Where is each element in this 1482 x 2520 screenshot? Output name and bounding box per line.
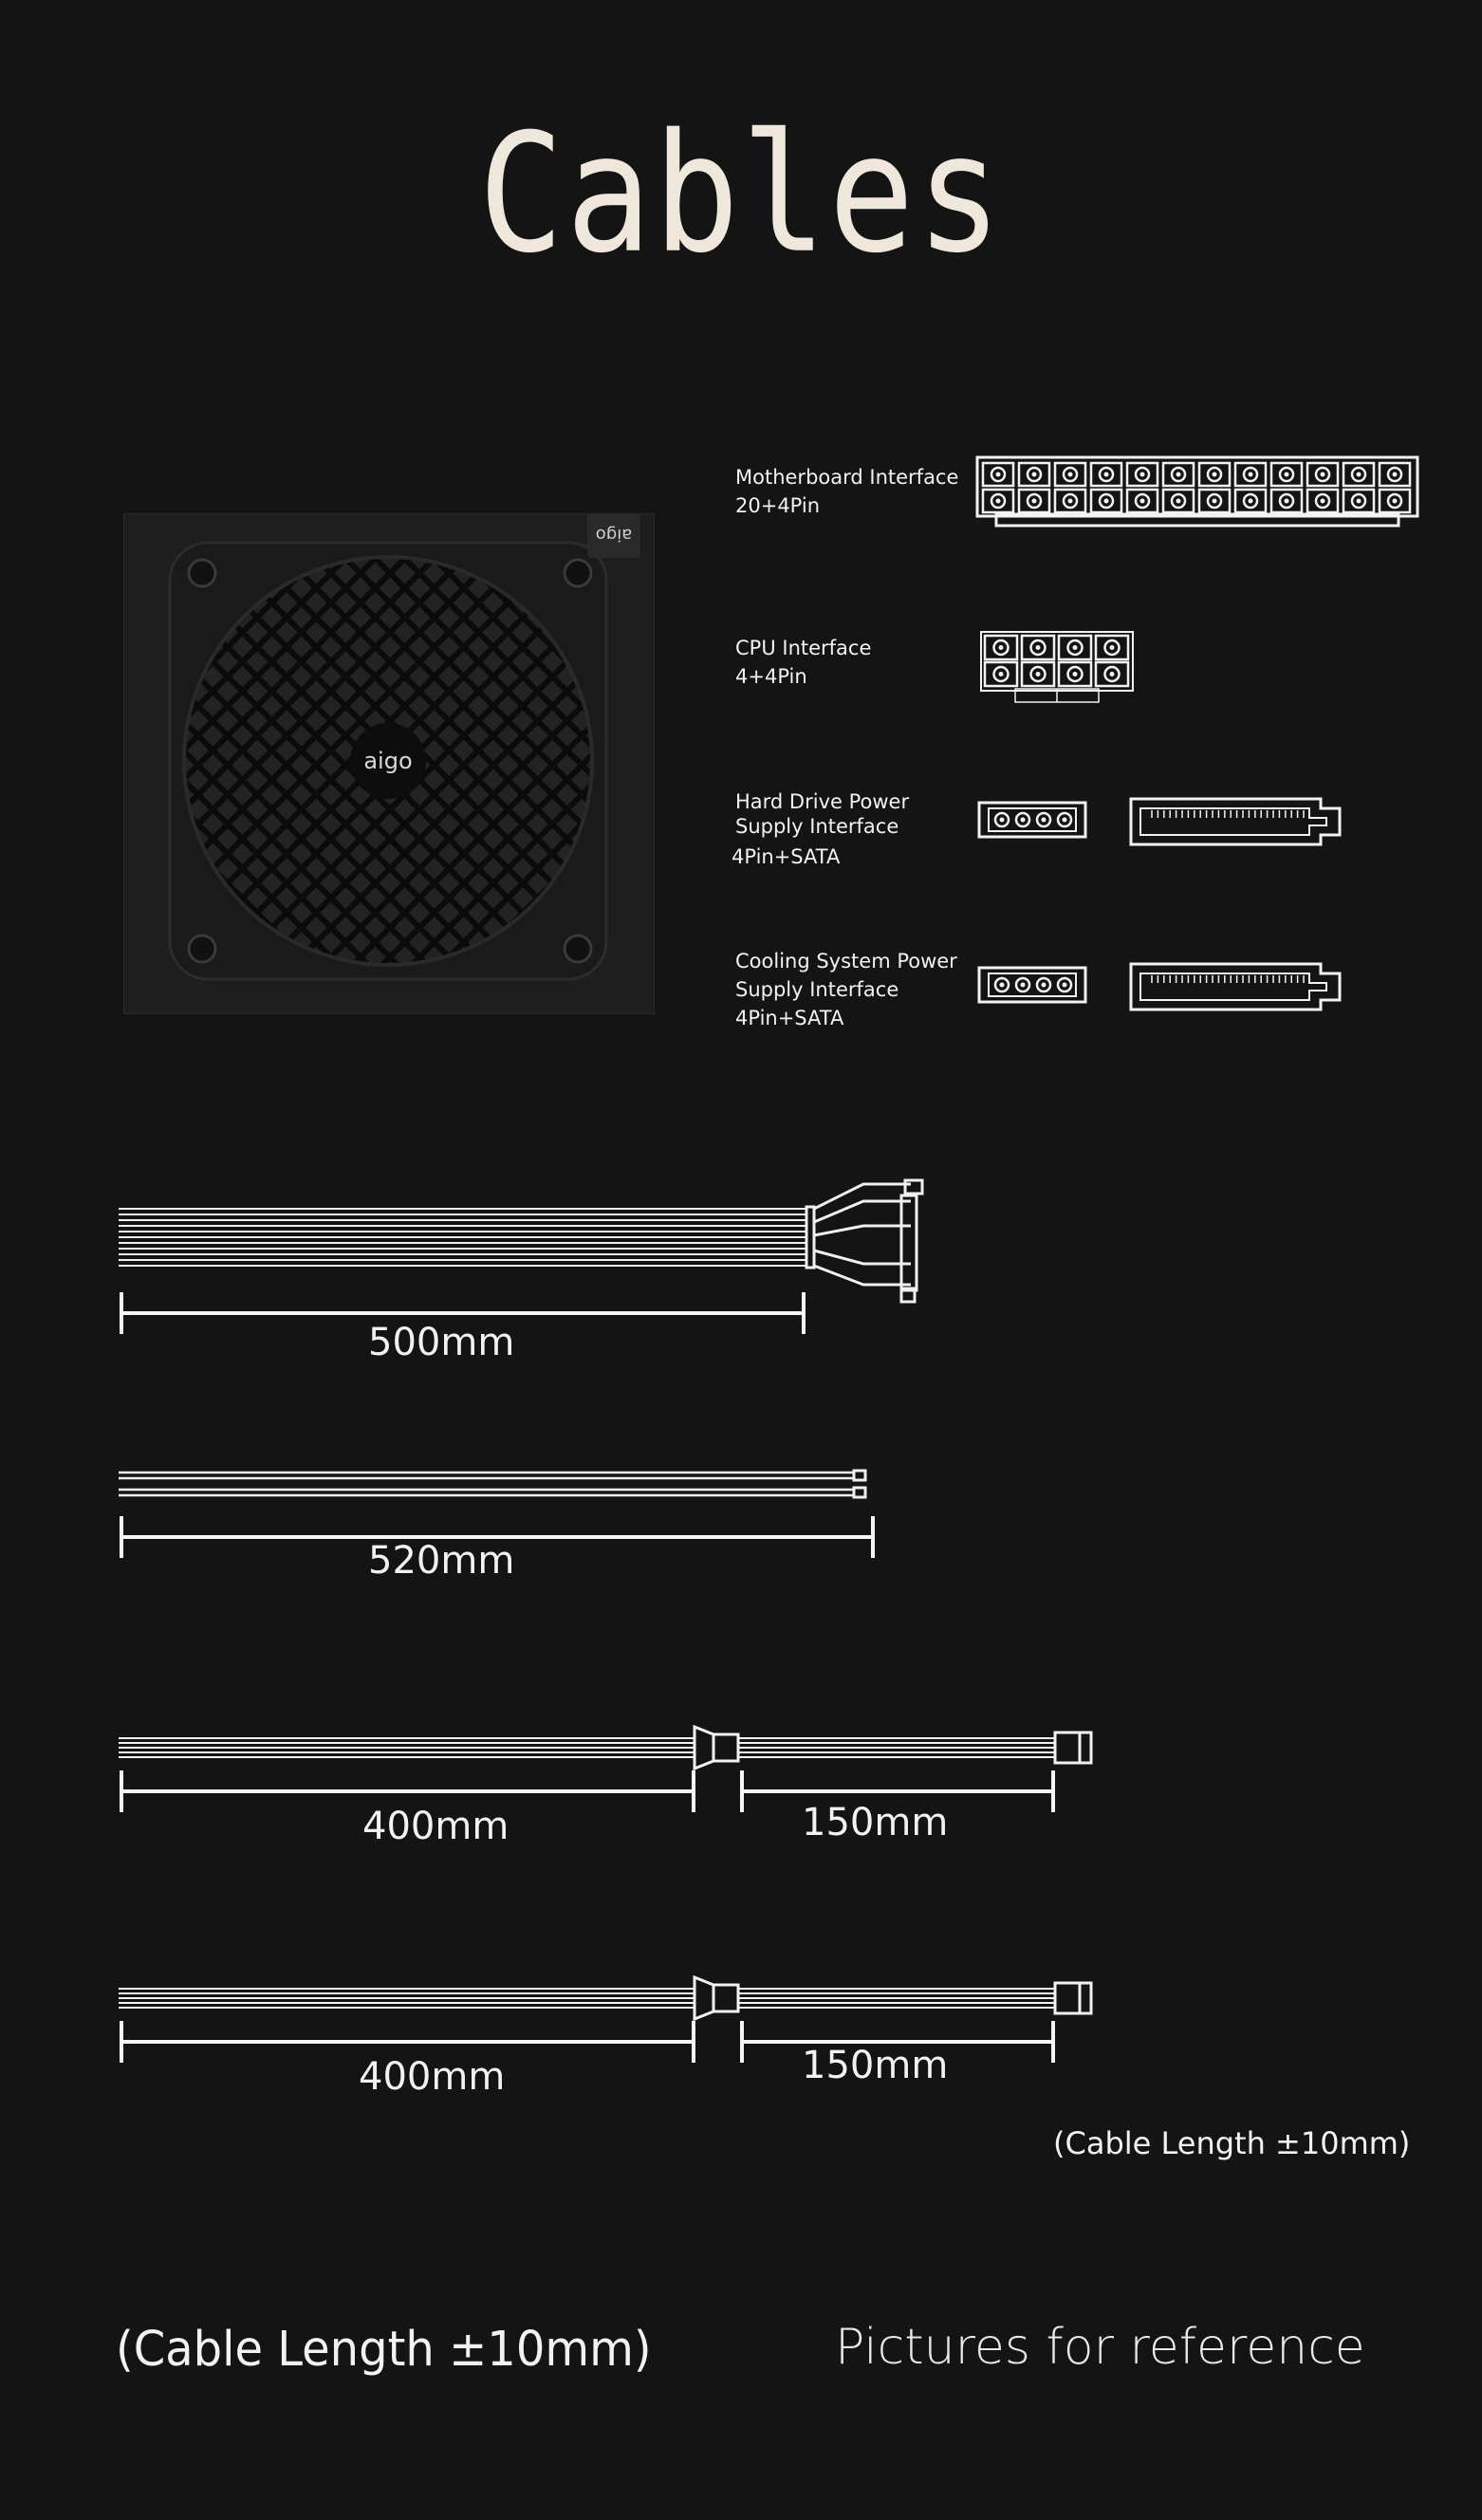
cable-atx-drawing [114,1177,949,1328]
cable-length-label: 150mm [802,2044,949,2087]
svg-text:aigo: aigo [595,525,633,545]
footer-reference-note: Pictures for reference [835,2319,1365,2376]
interface-motherboard-label: Motherboard Interface 20+4Pin [735,466,959,517]
cable-length-label: 500mm [368,1321,515,1364]
interface-hdd-label: Hard Drive Power Supply Interface 4Pin+SATA [732,790,910,868]
tolerance-note: (Cable Length ±10mm) [1053,2125,1411,2161]
atx-24pin-connector-icon [975,455,1421,531]
cable-sata-drawing [114,1717,1139,1831]
svg-text:aigo: aigo [363,748,413,774]
cable-length-label: 400mm [359,2055,506,2099]
molex-4pin-icon [977,966,1089,1006]
cable-length-label: 520mm [368,1539,515,1583]
sata-power-icon [1129,797,1343,846]
cable-length-label: 400mm [362,1805,509,1848]
cable-sata-drawing [114,1968,1139,2082]
aigo-logo-icon [587,514,640,558]
cable-length-label: 150mm [802,1801,949,1844]
psu-image [123,513,655,1014]
interface-cooling-label: Cooling System Power Supply Interface 4Pin+SATA [735,950,957,1029]
sata-power-icon [1129,962,1343,1011]
page-title: Cables [478,100,1004,290]
interface-cpu-label: CPU Interface 4+4Pin [735,637,872,688]
eps-8pin-connector-icon [979,630,1137,712]
fan-grille-icon [124,514,654,1013]
footer-tolerance-note: (Cable Length ±10mm) [116,2321,652,2378]
molex-4pin-icon [977,801,1089,841]
